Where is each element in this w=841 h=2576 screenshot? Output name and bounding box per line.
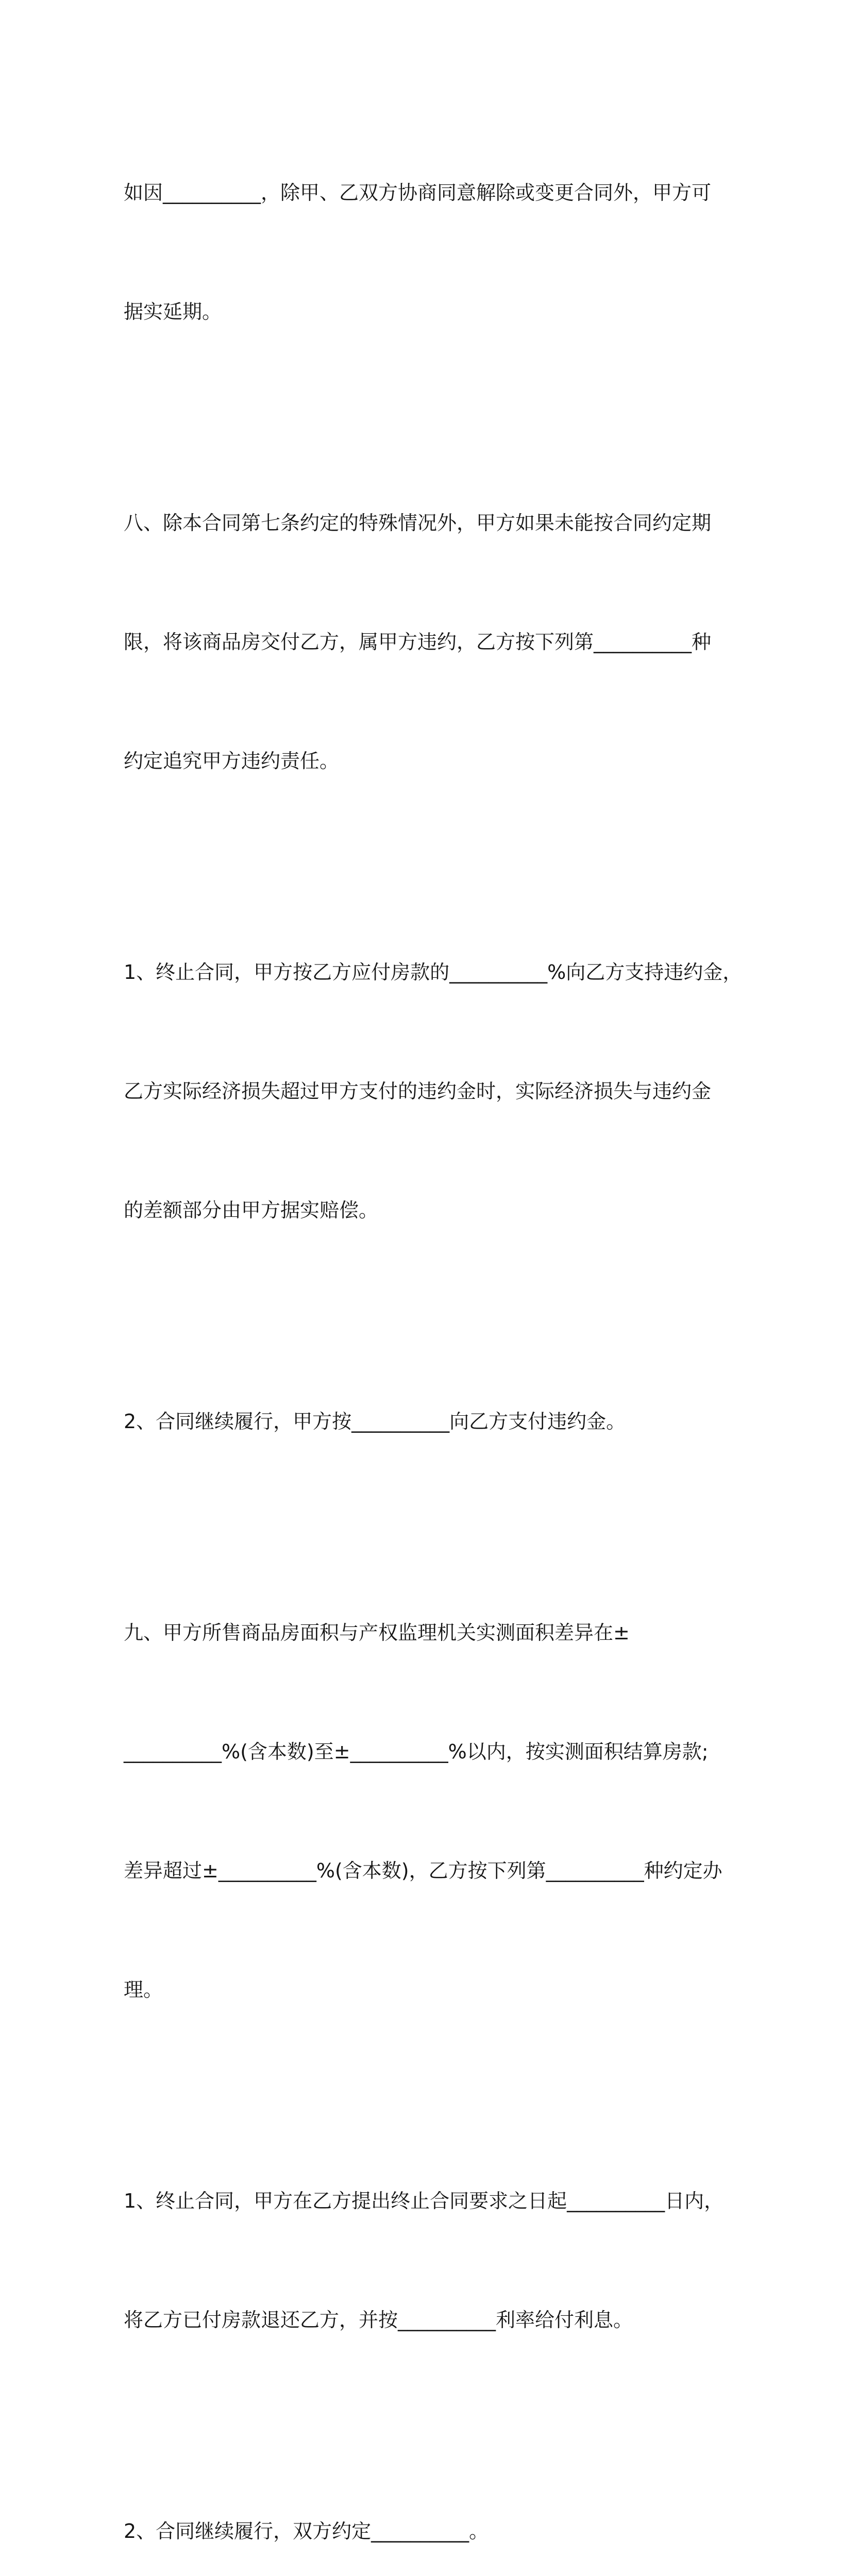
text-line: 2、合同继续履行，甲方按__________向乙方支付违约金。 [124, 1410, 626, 1433]
text-line: 限，将该商品房交付乙方，属甲方违约，乙方按下列第__________种 [124, 631, 712, 653]
paragraph-delay-clause [124, 94, 732, 411]
text-line: __________%(含本数)至±__________%以内，按实测面积结算房款; [124, 1740, 709, 1763]
text-line: 如因__________，除甲、乙双方协商同意解除或变更合同外，甲方可 [124, 181, 712, 204]
paragraph-article-8-item-1 [124, 873, 743, 1310]
text-line: 差异超过±__________%(含本数)，乙方按下列第__________种约定办 [124, 1859, 722, 1882]
paragraph-article-9 [124, 1534, 732, 2089]
paragraph-article-9-item-1 [124, 2102, 732, 2419]
text-line: 乙方实际经济损失超过甲方支付的违约金时，实际经济损失与违约金 [124, 1080, 712, 1103]
paragraph-article-8-item-2 [124, 1323, 732, 1521]
text-line: 将乙方已付房款退还乙方，并按__________利率给付利息。 [124, 2309, 633, 2331]
text-line: 理。 [124, 1978, 163, 2001]
paragraph-article-8 [124, 424, 732, 860]
text-line: 约定追究甲方违约责任。 [124, 750, 340, 772]
text-line: 据实延期。 [124, 300, 222, 323]
text-line: 九、甲方所售商品房面积与产权监理机关实测面积差异在± [124, 1621, 630, 1644]
text-line: 1、终止合同，甲方在乙方提出终止合同要求之日起__________日内， [124, 2190, 724, 2212]
document-body [124, 94, 743, 2576]
text-line: 1、终止合同，甲方按乙方应付房款的__________%向乙方支持违约金， [124, 961, 743, 984]
text-line: 2、合同继续履行，双方约定__________。 [124, 2520, 489, 2543]
text-line: 八、除本合同第七条约定的特殊情况外，甲方如果未能按合同约定期 [124, 512, 712, 534]
text-line: 的差额部分由甲方据实赔偿。 [124, 1199, 379, 1222]
paragraph-article-9-item-2 [124, 2432, 732, 2576]
